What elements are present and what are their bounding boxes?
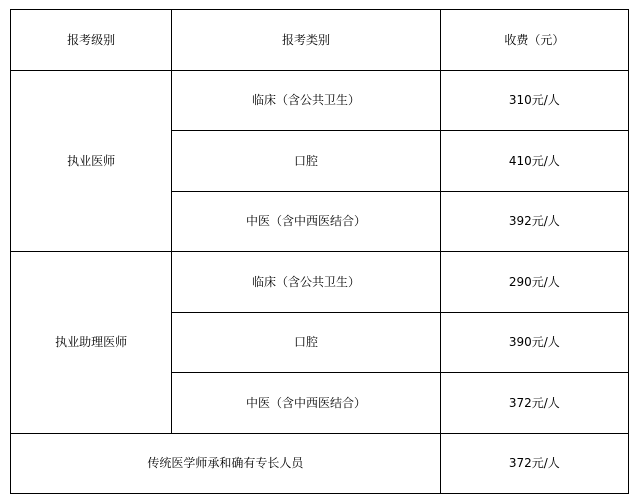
category-cell: 临床（含公共卫生） [172,70,440,131]
table-row [11,70,629,131]
header-category: 报考类别 [172,10,440,71]
exam-fee-table [10,9,629,494]
table-header-row [11,10,629,71]
fee-cell: 372元/人 [440,433,628,494]
fee-cell: 290元/人 [440,252,628,313]
fee-cell: 310元/人 [440,70,628,131]
fee-cell: 372元/人 [440,373,628,434]
category-cell: 中医（含中西医结合） [172,191,440,252]
category-cell: 传统医学师承和确有专长人员 [11,433,441,494]
category-cell: 中医（含中西医结合） [172,373,440,434]
category-cell: 口腔 [172,131,440,192]
fee-cell: 410元/人 [440,131,628,192]
fee-cell: 392元/人 [440,191,628,252]
table-row [11,433,629,494]
level-cell: 执业助理医师 [11,252,172,434]
header-level: 报考级别 [11,10,172,71]
fee-cell: 390元/人 [440,312,628,373]
category-cell: 口腔 [172,312,440,373]
level-cell: 执业医师 [11,70,172,252]
table-row [11,252,629,313]
header-fee: 收费（元） [440,10,628,71]
category-cell: 临床（含公共卫生） [172,252,440,313]
